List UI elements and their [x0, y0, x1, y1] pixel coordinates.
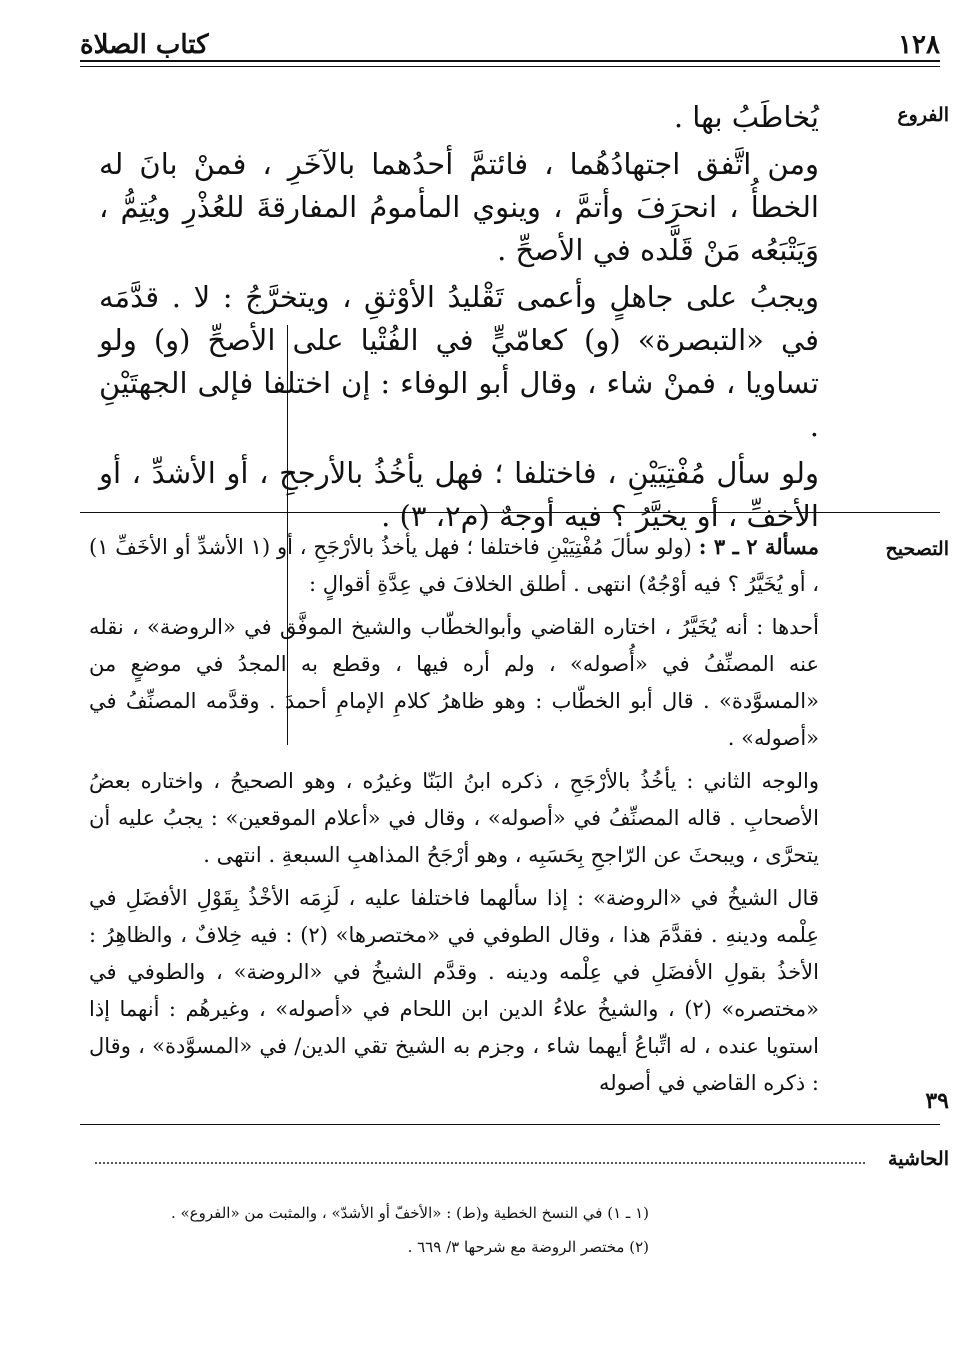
- main-paragraph-2: ومن اتَّفق اجتهادُهُما ، فائتمَّ أحدُهما بالآخَرِ ، فمنْ بانَ له الخطأُ ، انحرَفَ وأتمَّ ، وينوي المأمومُ المفارقةَ للعُذْرِ ويُتِمُّ ، وَيَتْبَعُه مَنْ قَلَّده في الأصحِّ .: [99, 147, 819, 267]
- main-text: [99, 96, 819, 542]
- label-hashiya: الحاشية: [888, 1148, 949, 1170]
- main-paragraph-4: ولو سأل مُفْتِيَيْنِ ، فاختلفا ؛ فهل يأخُذُ بالأرجحِ ، أو الأشدِّ ، أو الأخفِّ ، أو يخيَّرُ ؟ فيه أوجهٌ (م٢، ٣) .: [99, 456, 819, 533]
- margin-number: ٣٩: [925, 1088, 949, 1114]
- header-rule-thick: [80, 60, 940, 62]
- issue-heading: مسألة ٢ ـ ٣ :: [698, 534, 819, 559]
- tashih-text: [89, 528, 819, 1108]
- footnote-2: (٢) مختصر الروضة مع شرحها ٣/ ٦٦٩ .: [407, 1238, 649, 1256]
- hashiya-dotted-line: [95, 1152, 865, 1164]
- main-paragraph-1: يُخاطَبُ بها .: [673, 100, 819, 134]
- tashih-paragraph-1-text: (ولو سألَ مُفْتِيَيْنِ فاختلفا ؛ فهل يأخذُ بالأرْجَحِ ، أو (١ الأشدِّ أو الأخَفِّ ١) ، أو يُخَيَّرُ ؟ فيه أوْجُهٌ) انتهى . أطلق الخلافَ في عِدَّةِ أقوالٍ :: [89, 535, 819, 596]
- fold-line: [287, 325, 288, 745]
- footnotes: [149, 1196, 649, 1264]
- footnote-1: (١ ـ ١) في النسخ الخطية و(ط) : «الأخفّ أو الأشدّ» ، والمثبت من «الفروع» .: [170, 1204, 649, 1222]
- tashih-paragraph-3: والوجه الثاني : يأخُذُ بالأرْجَحِ ، ذكره ابنُ البَنّا وغيرُه ، وهو الصحيحُ ، واختاره بعضُ الأصحابِ . قاله المصنِّفُ في «أصوله» ، وقال في «أعلام الموقعين» : يجبُ عليه أن يتحرَّى ، ويبحثَ عن الرّاجحِ بِحَسَبِه ، وهو أرْجَحُ المذاهبِ السبعةِ . انتهى .: [89, 769, 819, 867]
- running-title: كتاب الصلاة: [80, 30, 209, 60]
- tashih-paragraph-4: قال الشيخُ في «الروضة» : إذا سألهما فاختلفا عليه ، لَزِمَه الأخْذُ بِقَوْلِ الأفضَلِ في عِلْمه ودينهِ . فقدَّمَ هذا ، وقال الطوفي في «مختصرها» (٢) : فيه خِلافٌ ، والظاهِرُ : الأخذُ بقولِ الأفضَلِ في عِلْمه ودينه . وقدَّم الشيخُ في «الروضة» ، والطوفي في «مختصره» (٢) ، والشيخُ علاءُ الدين ابن اللحام في «أصوله» ، وغيرهُم : أنهما إذا استويا عنده ، له اتِّباعُ أيهما شاء ، وجزم به الشيخ تقي الدين/ في «المسوَّدة» ، وقال : ذكره القاضي في أصوله: [89, 886, 819, 1095]
- label-furu: الفروع: [897, 104, 949, 126]
- tashih-paragraph-2: أحدها : أنه يُخَيَّرُ ، اختاره القاضي وأبوالخطّاب والشيخ الموفَّق في «الروضة» ، نقله عنه المصنِّفُ في «أُصوله» ، ولم أره فيها ، وقطع به المجدُ في موضعٍ من «المسوَّدة» . قال أبو الخطّاب : وهو ظاهرُ كلامِ الإمامِ أحمدَ . وقدَّمه المصنِّفُ في «أصوله» .: [89, 615, 819, 750]
- main-paragraph-3: ويجبُ على جاهلٍ وأعمى تَقْليدُ الأوْثقِ ، ويتخرَّجُ : لا . قدَّمَه في «التبصرة» (و) كعامّيٍّ في الفُتْيا على الأصحِّ (و) ولو تساويا ، فمنْ شاء ، وقال أبو الوفاء : إن اختلفا فإلى الجهتَيْنِ .: [99, 280, 819, 443]
- section-divider: [80, 512, 940, 513]
- footnote-divider: [80, 1124, 940, 1125]
- label-tashih: التصحيح: [885, 538, 949, 560]
- header-rule-thin: [80, 66, 940, 67]
- tashih-paragraph-1: [89, 528, 819, 603]
- page-number: ١٢٨: [898, 30, 940, 60]
